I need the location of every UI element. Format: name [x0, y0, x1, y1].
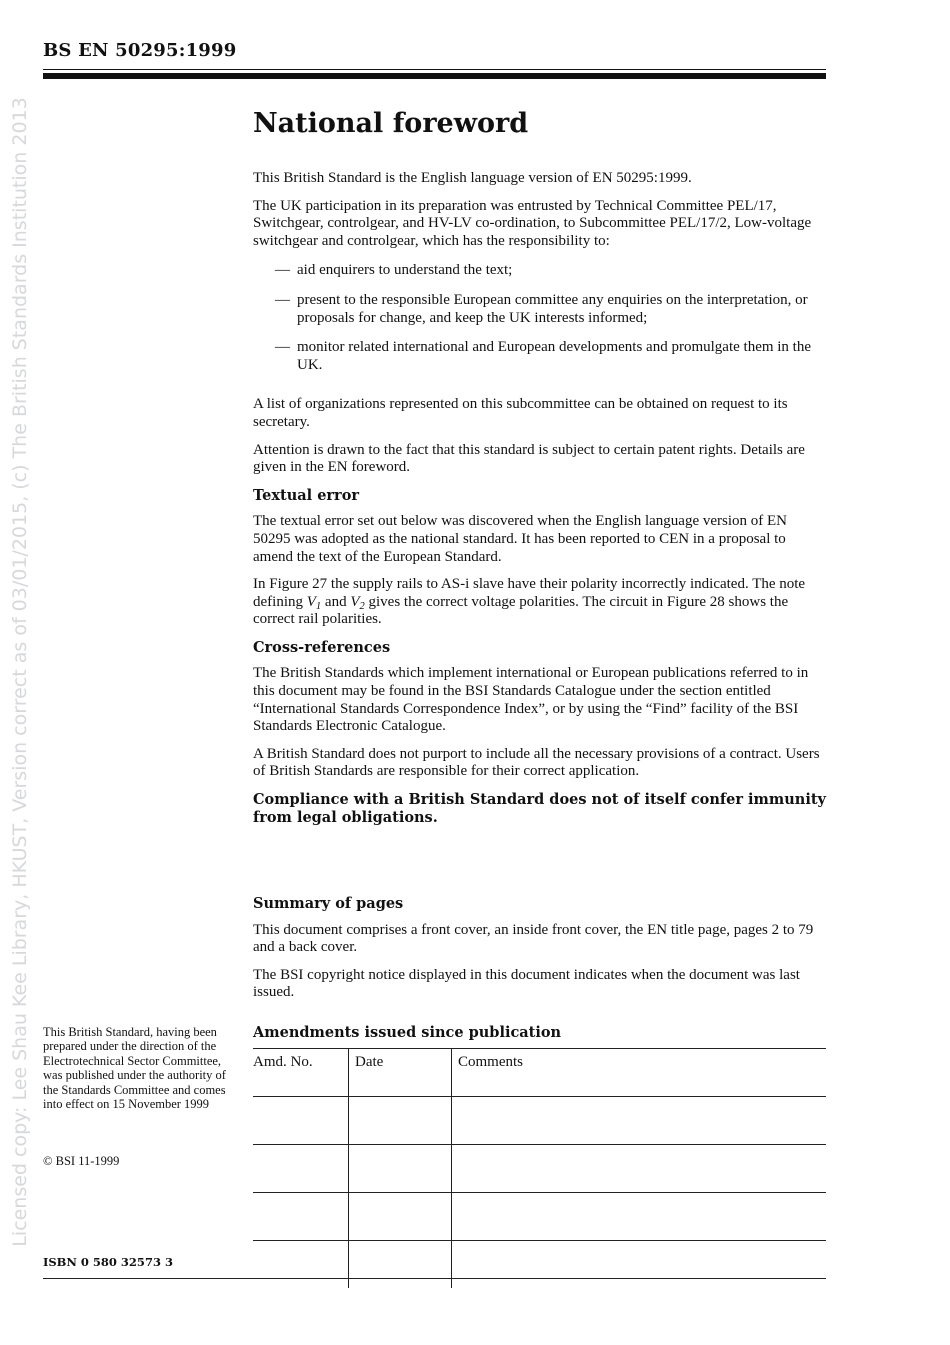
list-item-text: present to the responsible European committee any enquiries on the interpretation, or proposals for change, and keep the UK interests informed; — [297, 291, 808, 326]
table-cell — [253, 1097, 349, 1145]
text-segment: gives the correct voltage polarities. The circuit in Figure 28 shows the correct rail polarities. — [253, 593, 789, 628]
cross-references-paragraph-2: A British Standard does not purport to include all the necessary provisions of a contract. Users of British Standards are responsible for their correct application. — [253, 745, 820, 780]
summary-heading: Summary of pages — [253, 895, 404, 912]
table-row — [253, 1193, 826, 1241]
variable-letter: V — [350, 593, 360, 610]
table-cell — [253, 1241, 349, 1289]
summary-section — [253, 895, 826, 1012]
variable-v2 — [350, 594, 364, 610]
table-row — [253, 1241, 826, 1289]
variable-letter: V — [306, 593, 316, 610]
summary-paragraph-2: The BSI copyright notice displayed in this document indicates when the document was last issued. — [253, 966, 800, 1001]
isbn: ISBN 0 580 32573 3 — [43, 1255, 173, 1269]
textual-error-paragraph-2 — [253, 576, 826, 629]
dash-marker: — — [275, 262, 290, 279]
footer-rule — [43, 1278, 826, 1279]
dash-marker: — — [275, 339, 290, 356]
textual-error-heading: Textual error — [253, 486, 360, 504]
table-cell — [253, 1193, 349, 1241]
variable-v1 — [307, 594, 321, 610]
amendments-table — [253, 1048, 826, 1288]
list-item-text: aid enquirers to understand the text; — [297, 262, 513, 279]
amendments-title: Amendments issued since publication — [253, 1024, 562, 1041]
patent-paragraph: Attention is drawn to the fact that this standard is subject to certain patent rights. Details are given in the EN foreword. — [253, 441, 805, 476]
table-cell — [452, 1145, 827, 1193]
publication-note: This British Standard, having been prepared under the direction of the Electrotechnical Sector Committee, was published under the authority of the Standards Committee and comes into effect on 15 November 1999 — [43, 1025, 226, 1112]
intro-paragraph-2: The UK participation in its preparation was entrusted by Technical Committee PEL/17, Switchgear, controlgear, and HV-LV co-ordination, to Subcommittee PEL/17/2, Low-voltage switchgear and controlgear, which has the responsibility to: — [253, 197, 812, 249]
table-cell — [253, 1145, 349, 1193]
intro-paragraph-1: This British Standard is the English language version of EN 50295:1999. — [253, 170, 692, 186]
copyright-notice: © BSI 11-1999 — [43, 1154, 120, 1168]
list-item — [253, 262, 826, 280]
national-foreword-section — [253, 106, 826, 836]
header-rule-thick — [43, 73, 826, 79]
page-title: National foreword — [253, 108, 529, 139]
list-item-text: monitor related international and European developments and promulgate them in the UK. — [297, 339, 812, 373]
list-item — [253, 292, 826, 327]
organizations-paragraph: A list of organizations represented on this subcommittee can be obtained on request to its secretary. — [253, 396, 788, 430]
table-cell — [452, 1193, 827, 1241]
cross-references-heading: Cross-references — [253, 638, 391, 656]
responsibility-list — [253, 262, 826, 374]
summary-paragraph-1: This document comprises a front cover, an inside front cover, the EN title page, pages 2 to 79 and a back cover. — [253, 921, 814, 956]
column-header-amd-no: Amd. No. — [253, 1049, 349, 1097]
license-watermark: Licensed copy: Lee Shau Kee Library, HKUST, Version correct as of 03/01/2015, (c) The British Standards Institution 2013 — [9, 97, 31, 1247]
table-cell — [349, 1193, 452, 1241]
subscript: 2 — [359, 600, 365, 612]
table-cell — [349, 1097, 452, 1145]
textual-error-paragraph-1: The textual error set out below was discovered when the English language version of EN 50295 was adopted as the national standard. It has been reported to CEN in a proposal to amend the text of the European Standard. — [253, 513, 788, 565]
table-header-row — [253, 1049, 826, 1097]
table-cell — [452, 1097, 827, 1145]
subscript: 1 — [315, 600, 322, 612]
table-cell — [349, 1241, 452, 1289]
table-row — [253, 1145, 826, 1193]
dash-marker: — — [275, 291, 290, 308]
document-code: BS EN 50295:1999 — [43, 40, 237, 61]
table-cell — [452, 1241, 827, 1289]
column-header-date: Date — [349, 1049, 452, 1097]
compliance-statement: Compliance with a British Standard does not of itself confer immunity from legal obligations. — [253, 791, 826, 826]
table-cell — [349, 1145, 452, 1193]
header-rule-thin — [43, 69, 826, 70]
text-segment: and — [321, 593, 351, 610]
column-header-comments: Comments — [452, 1049, 827, 1097]
cross-references-paragraph-1: The British Standards which implement international or European publications referred to in this document may be found in the BSI Standards Catalogue under the section entitled “International Standards Correspondence Index”, or by using the “Find” facility of the BSI Standards Electronic Catalogue. — [253, 665, 809, 735]
text-segment: In Figure 27 the supply rails to AS-i slave have their polarity incorrectly indicated. The note defining — [253, 576, 806, 610]
table-row — [253, 1097, 826, 1145]
list-item — [253, 339, 826, 374]
